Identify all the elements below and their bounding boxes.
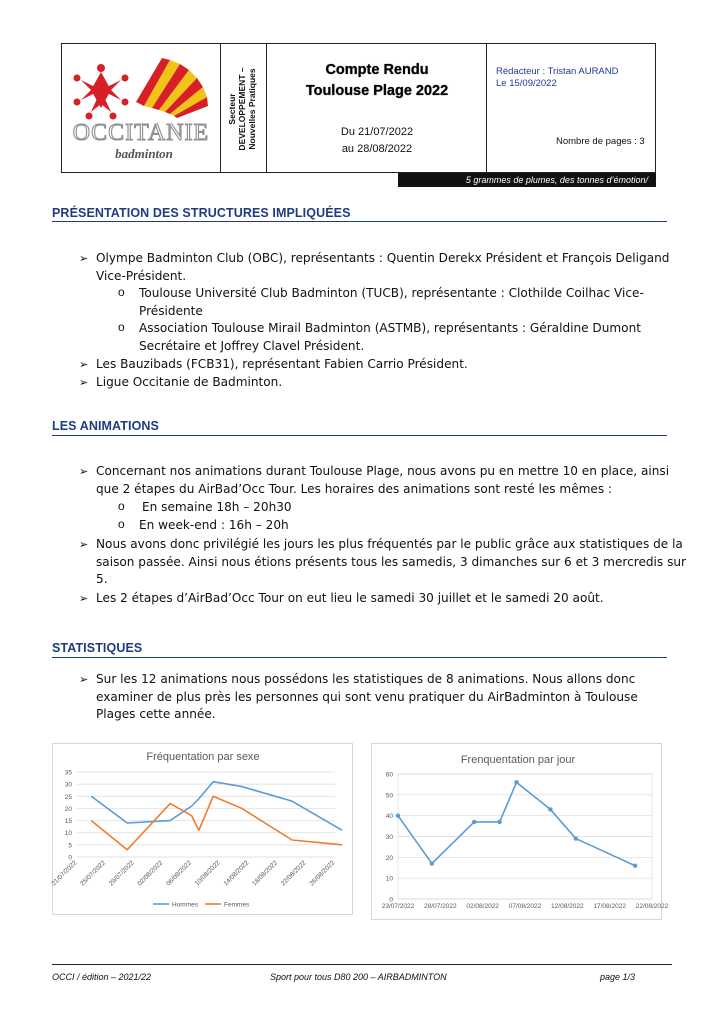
- list-item: En semaine 18h – 20h30: [142, 500, 292, 514]
- list-item: Toulouse Université Club Badminton (TUCB), représentante : Clothilde Coilhac Vice- Présidente: [139, 286, 644, 318]
- x-tick-label: 23/07/2022: [381, 903, 415, 910]
- circle-bullet-icon: o: [118, 285, 125, 299]
- chart-frequentation-sexe: [52, 743, 353, 915]
- occitanie-badminton-logo: [66, 50, 216, 168]
- data-point: [574, 836, 578, 840]
- x-tick-label: 25/07/2022: [79, 859, 108, 888]
- title-line-2: Toulouse Plage 2022: [305, 83, 449, 99]
- legend-label: Hommes: [172, 901, 199, 909]
- section-rule: [52, 435, 667, 436]
- x-tick-label: 02/08/2022: [136, 859, 165, 888]
- list-item: Sur les 12 animations nous possédons les statistiques de 8 animations. Nous allons donc examiner de plus près les personnes qui sont venu pratiquer du AirBadminton à Toulouse Plages cette année.: [96, 672, 638, 721]
- x-tick-label: 21/07/2022: [50, 859, 79, 888]
- x-tick-label: 28/07/2022: [424, 903, 457, 910]
- sector-line-2: DEVELOPPEMENT –: [237, 67, 247, 151]
- y-tick-label: 0: [68, 854, 72, 862]
- y-tick-label: 60: [385, 771, 393, 779]
- slogan-banner: 5 grammes de plumes, des tonnes d’émotion/: [398, 173, 656, 187]
- list-item: Ligue Occitanie de Badminton.: [96, 375, 283, 389]
- arrow-bullet-icon: ➢: [79, 593, 89, 605]
- footer-page-number: page 1/3: [600, 972, 636, 982]
- y-tick-label: 10: [64, 830, 72, 838]
- x-tick-label: 22/08/2022: [635, 903, 669, 910]
- x-tick-label: 29/07/2022: [107, 859, 136, 888]
- data-point: [497, 820, 501, 824]
- circle-bullet-icon: o: [118, 517, 125, 531]
- logo-brand: OCCITANIE: [72, 120, 210, 146]
- x-tick-label: 26/08/2022: [308, 859, 337, 888]
- y-tick-label: 20: [385, 854, 393, 862]
- footer-rule: [52, 964, 672, 965]
- title-block: [268, 44, 486, 172]
- chart-title: Frenquentation par jour: [460, 754, 576, 766]
- arrow-bullet-icon: ➢: [79, 539, 89, 551]
- y-tick-label: 5: [68, 842, 72, 850]
- x-tick-label: 10/08/2022: [193, 859, 222, 888]
- x-tick-label: 12/08/2022: [551, 903, 584, 910]
- x-tick-label: 14/08/2022: [222, 859, 251, 888]
- circle-bullet-icon: o: [118, 499, 125, 513]
- arrow-bullet-icon: ➢: [79, 377, 89, 389]
- y-tick-label: 25: [64, 793, 72, 801]
- y-tick-label: 10: [385, 875, 393, 883]
- section-title-structures: PRÉSENTATION DES STRUCTURES IMPLIQUÉES: [52, 206, 351, 220]
- author-block: [496, 66, 619, 90]
- chart-frequentation-jour: [371, 743, 669, 920]
- series-line-hommes: [91, 782, 342, 831]
- y-tick-label: 20: [64, 805, 72, 813]
- chart-title: Fréquentation par sexe: [146, 751, 260, 763]
- footer-center: Sport pour tous D80 200 – AIRBADMINTON: [270, 972, 447, 982]
- data-point: [548, 807, 552, 811]
- y-tick-label: 0: [389, 896, 393, 904]
- section-rule: [52, 657, 667, 658]
- x-tick-label: 17/08/2022: [593, 903, 626, 910]
- x-tick-label: 07/08/2022: [508, 903, 542, 910]
- list-item: Association Toulouse Mirail Badminton (ASTMB), représentants : Géraldine Dumont Secrétaire et Joffrey Clavel Président.: [139, 321, 641, 353]
- date-from: Du 21/07/2022: [340, 126, 414, 138]
- y-tick-label: 30: [385, 834, 393, 841]
- x-tick-label: 02/08/2022: [466, 903, 499, 910]
- arrow-bullet-icon: ➢: [79, 359, 89, 371]
- author-name: Rédacteur : Tristan AURAND: [496, 66, 619, 77]
- y-tick-label: 30: [64, 781, 72, 789]
- arrow-bullet-icon: ➢: [79, 466, 89, 478]
- arrow-bullet-icon: ➢: [79, 253, 89, 265]
- section-title-statistics: STATISTIQUES: [52, 641, 143, 655]
- sector-label: [222, 46, 262, 172]
- data-point: [633, 863, 637, 867]
- sector-line-1: Secteur: [227, 93, 237, 125]
- chart-svg: [372, 744, 669, 919]
- data-point: [430, 861, 434, 865]
- report-date: Le 15/09/2022: [496, 78, 557, 89]
- section-title-animations: LES ANIMATIONS: [52, 419, 159, 433]
- circle-bullet-icon: o: [118, 320, 125, 334]
- data-point: [472, 820, 476, 824]
- y-tick-label: 15: [64, 818, 72, 826]
- y-tick-label: 35: [64, 769, 72, 777]
- data-point: [396, 813, 400, 817]
- x-tick-label: 18/08/2022: [251, 859, 280, 888]
- document-header: [61, 43, 656, 173]
- list-item: Olympe Badminton Club (OBC), représentants : Quentin Derekx Président et François Deligand Vice-Président.: [96, 251, 670, 283]
- footer-left: OCCI / édition – 2021/22: [52, 972, 152, 982]
- legend-label: Femmes: [224, 901, 250, 909]
- sector-line-3: Nouvelles Pratiques: [247, 68, 257, 150]
- date-to: au 28/08/2022: [341, 143, 413, 155]
- y-tick-label: 40: [385, 813, 393, 821]
- x-tick-label: 06/08/2022: [165, 859, 194, 888]
- page-count: Nombre de pages : 3: [556, 136, 645, 147]
- logo-sub: badminton: [115, 146, 173, 161]
- list-item: Les 2 étapes d’AirBad’Occ Tour on eut lieu le samedi 30 juillet et le samedi 20 août.: [96, 591, 604, 605]
- x-tick-label: 22/08/2022: [279, 859, 308, 888]
- data-point: [514, 780, 518, 784]
- title-line-1: Compte Rendu: [325, 62, 429, 78]
- section-rule: [52, 221, 667, 222]
- list-item: Les Bauzibads (FCB31), représentant Fabien Carrio Président.: [96, 357, 468, 371]
- list-item: Concernant nos animations durant Toulouse Plage, nous avons pu en mettre 10 en place, ainsi que 2 étapes du AirBad’Occ Tour. Les horaires des animations sont resté les mêmes :: [96, 464, 670, 496]
- y-tick-label: 50: [385, 792, 393, 800]
- list-item: En week-end : 16h – 20h: [139, 518, 289, 532]
- chart-svg: [50, 744, 352, 914]
- list-item: Nous avons donc privilégié les jours les plus fréquentés par le public grâce aux statistiques de la saison passée. Ainsi nous étions présents tous les samedis, 3 dimanches sur 6 et 3 mercredis sur 5.: [96, 537, 687, 586]
- arrow-bullet-icon: ➢: [79, 674, 89, 686]
